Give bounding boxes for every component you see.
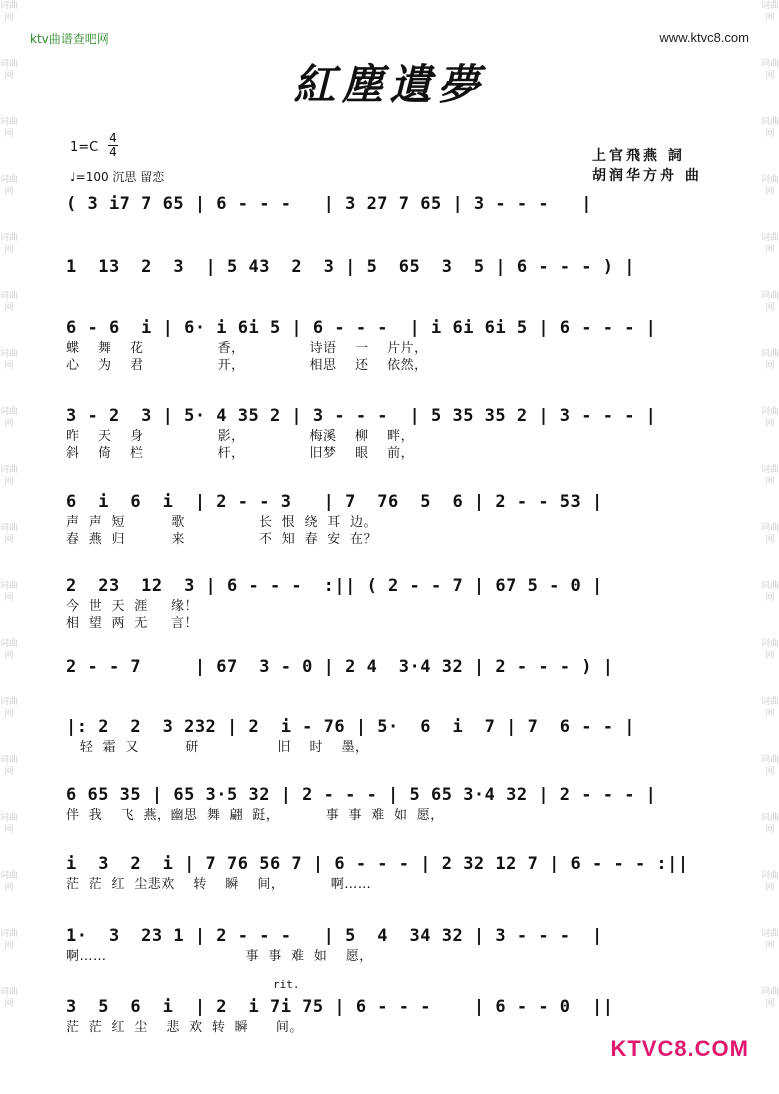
- lyric-line: 今 世 天 涯 缘！: [66, 599, 198, 614]
- score-row: [66, 655, 726, 679]
- notation-line: 2 23 12 3 | 6 - - - :|| ( 2 - - 7 | 67 5 - 0 |: [66, 576, 603, 596]
- edge-watermark-text: 词曲网: [0, 407, 18, 429]
- edge-watermark-text: 词曲网: [0, 987, 18, 1009]
- edge-watermark-text: 词曲网: [761, 59, 779, 81]
- lyric-line: 心 为 君 开， 相思 还 依然，: [66, 358, 428, 373]
- edge-watermark-right: [761, 0, 779, 1094]
- tempo-marking: ♩=100 沉思 留恋: [70, 170, 165, 184]
- time-signature: [108, 132, 118, 159]
- edge-watermark-text: 词曲网: [0, 291, 18, 313]
- lyric-line: 蝶 舞 花 香， 诗语 一 片片，: [66, 341, 428, 356]
- notation-line: 3 5 6 i | 2 i 7i 75 | 6 - - - | 6 - - 0 ||: [66, 997, 614, 1017]
- site-watermark-left: ktv曲谱查吧网: [30, 32, 109, 46]
- notation-line: 1 13 2 3 | 5 43 2 3 | 5 65 3 5 | 6 - - - ) |: [66, 257, 635, 277]
- edge-watermark-text: 词曲网: [761, 233, 779, 255]
- lyric-line: 轻 霜 又 研 旧 时 墨，: [66, 740, 369, 755]
- score-row: [66, 715, 726, 756]
- lyric-line: 昨 天 身 影， 梅溪 柳 畔，: [66, 429, 415, 444]
- score-row: [66, 995, 726, 1036]
- edge-watermark-text: 词曲网: [0, 465, 18, 487]
- edge-watermark-text: 词曲网: [0, 871, 18, 893]
- edge-watermark-text: 词曲网: [0, 1, 18, 23]
- lyric-line: 茫 茫 红 尘悲欢 转 瞬 间， 啊……: [66, 877, 372, 892]
- time-top: 4: [109, 131, 117, 145]
- credits: [592, 146, 702, 186]
- edge-watermark-text: 词曲网: [0, 233, 18, 255]
- notation-line: 3 - 2 3 | 5· 4 35 2 | 3 - - - | 5 35 35 2 | 3 - - - |: [66, 406, 657, 426]
- lyric-line: 春 燕 归 来 不 知 春 安 在？: [66, 532, 378, 547]
- score-row: [66, 490, 726, 548]
- edge-watermark-text: 词曲网: [761, 755, 779, 777]
- edge-watermark-text: 词曲网: [761, 117, 779, 139]
- edge-watermark-text: 词曲网: [0, 59, 18, 81]
- edge-watermark-text: 词曲网: [761, 987, 779, 1009]
- site-url: www.ktvc8.com: [659, 30, 749, 45]
- notation-line: 6 65 35 | 65 3·5 32 | 2 - - - | 5 65 3·4 32 | 2 - - - |: [66, 785, 657, 805]
- ritardando-marking: rit.: [273, 978, 300, 991]
- composer: 胡润华方舟 曲: [592, 168, 702, 184]
- lyric-line: 伴 我 飞 燕，幽思 舞 翩 跹， 事 事 难 如 愿，: [66, 808, 444, 823]
- notation-line: i 3 2 i | 7 76 56 7 | 6 - - - | 2 32 12 7 | 6 - - - :||: [66, 854, 689, 874]
- lyricist: 上官飛燕 詞: [592, 148, 685, 164]
- lyric-line: 啊…… 事 事 难 如 愿，: [66, 949, 373, 964]
- edge-watermark-text: 词曲网: [0, 755, 18, 777]
- edge-watermark-text: 词曲网: [761, 1, 779, 23]
- edge-watermark-text: 词曲网: [0, 581, 18, 603]
- score-row: [66, 924, 726, 965]
- edge-watermark-text: 词曲网: [761, 639, 779, 661]
- edge-watermark-text: 词曲网: [0, 697, 18, 719]
- edge-watermark-text: 词曲网: [761, 523, 779, 545]
- edge-watermark-text: 词曲网: [761, 929, 779, 951]
- score-row: [66, 852, 726, 893]
- site-logo: KTVC8.COM: [610, 1036, 749, 1061]
- notation-line: |: 2 2 3 232 | 2 i - 76 | 5· 6 i 7 | 7 6 - - |: [66, 717, 635, 737]
- edge-watermark-text: 词曲网: [0, 813, 18, 835]
- edge-watermark-left: [0, 0, 18, 1094]
- edge-watermark-text: 词曲网: [0, 117, 18, 139]
- edge-watermark-text: 词曲网: [0, 929, 18, 951]
- score-row: [66, 574, 726, 632]
- notation-line: 2 - - 7 | 67 3 - 0 | 2 4 3·4 32 | 2 - - - ) |: [66, 657, 614, 677]
- lyric-line: 斜 倚 栏 杆， 旧梦 眼 前，: [66, 446, 415, 461]
- score-row: [66, 192, 726, 216]
- score-row: [66, 255, 726, 279]
- notation-line: 6 i 6 i | 2 - - 3 | 7 76 5 6 | 2 - - 53 |: [66, 492, 603, 512]
- notation-line: 6 - 6 i | 6· i 6i 5 | 6 - - - | i 6i 6i 5 | 6 - - - |: [66, 318, 657, 338]
- score-row: [66, 316, 726, 374]
- edge-watermark-text: 词曲网: [761, 349, 779, 371]
- edge-watermark-text: 词曲网: [761, 581, 779, 603]
- song-title: 紅塵遺夢: [293, 60, 486, 109]
- edge-watermark-text: 词曲网: [761, 175, 779, 197]
- notation-line: 1· 3 23 1 | 2 - - - | 5 4 34 32 | 3 - - - |: [66, 926, 603, 946]
- score-row: [66, 404, 726, 462]
- edge-watermark-text: 词曲网: [0, 523, 18, 545]
- lyric-line: 相 望 两 无 言！: [66, 616, 198, 631]
- time-bottom: 4: [109, 145, 117, 159]
- lyric-line: 声 声 短 歌 长 恨 绕 耳 边。: [66, 515, 378, 530]
- edge-watermark-text: 词曲网: [761, 407, 779, 429]
- edge-watermark-text: 词曲网: [761, 871, 779, 893]
- lyric-line: 茫 茫 红 尘 悲 欢 转 瞬 间。: [66, 1020, 303, 1035]
- notation-line: ( 3 i7 7 65 | 6 - - - | 3 27 7 65 | 3 - - - |: [66, 194, 593, 214]
- edge-watermark-text: 词曲网: [761, 697, 779, 719]
- edge-watermark-text: 词曲网: [0, 639, 18, 661]
- edge-watermark-text: 词曲网: [0, 175, 18, 197]
- score-row: [66, 783, 726, 824]
- edge-watermark-text: 词曲网: [761, 465, 779, 487]
- edge-watermark-text: 词曲网: [0, 349, 18, 371]
- edge-watermark-text: 词曲网: [761, 291, 779, 313]
- key-signature: 1=C: [70, 140, 99, 155]
- edge-watermark-text: 词曲网: [761, 813, 779, 835]
